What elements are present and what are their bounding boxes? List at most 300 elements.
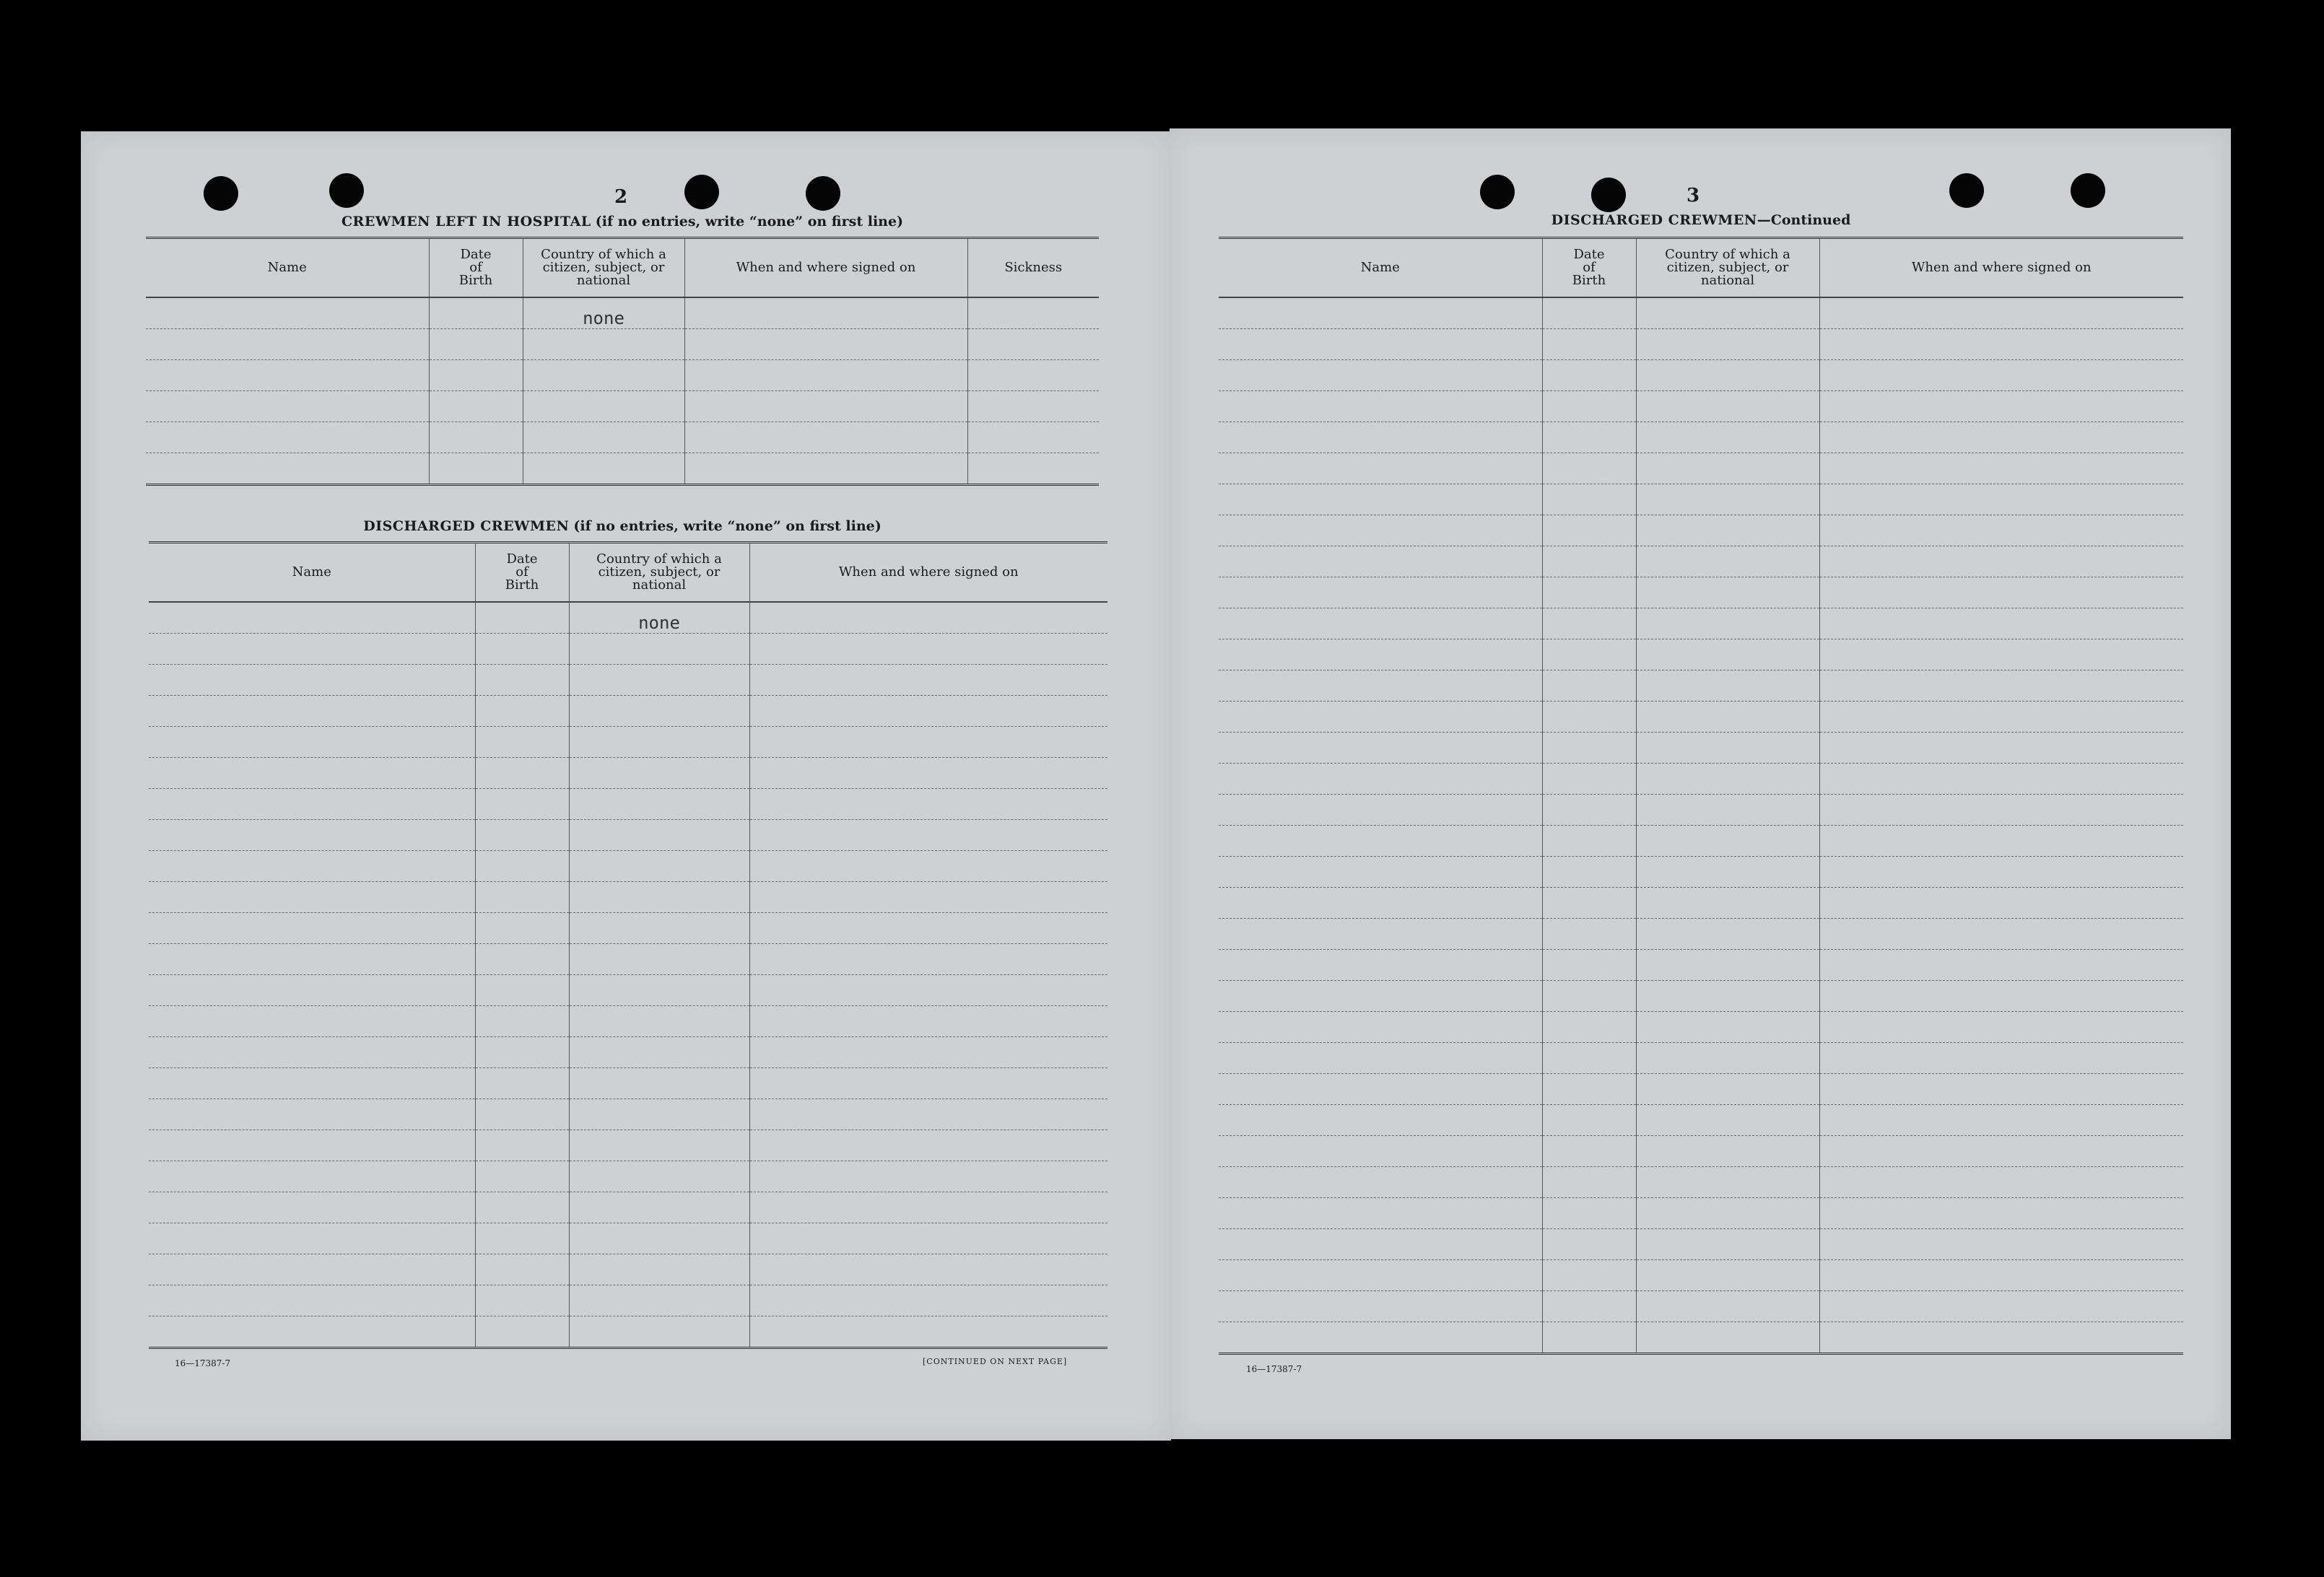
cell-name[interactable] [146, 297, 429, 329]
cell-name[interactable] [1219, 826, 1542, 857]
table-row [149, 1192, 1107, 1223]
cell-country[interactable] [523, 453, 684, 485]
cell-name[interactable] [1219, 329, 1542, 360]
cell-country[interactable] [569, 913, 749, 944]
cell-name[interactable] [1219, 515, 1542, 546]
table-row [149, 789, 1107, 820]
cell-name[interactable] [1219, 919, 1542, 950]
cell-date-of-birth[interactable] [1542, 795, 1636, 826]
cell-country[interactable]: none [523, 297, 684, 329]
cell-date-of-birth[interactable] [1542, 360, 1636, 391]
cell-signed-on[interactable] [684, 453, 967, 485]
cell-date-of-birth[interactable] [1542, 981, 1636, 1012]
cell-signed-on[interactable] [1819, 453, 2183, 484]
cell-date-of-birth[interactable] [1542, 329, 1636, 360]
cell-country[interactable] [569, 1285, 749, 1316]
hospital-section-title [146, 214, 1099, 230]
table-row [149, 944, 1107, 975]
table-row [1219, 484, 2183, 515]
cell-name[interactable] [149, 758, 475, 789]
cell-name[interactable] [149, 1254, 475, 1285]
table-row [146, 391, 1099, 422]
cell-country[interactable] [523, 329, 684, 360]
cell-country[interactable] [1636, 515, 1819, 546]
cell-country[interactable] [569, 975, 749, 1006]
cell-signed-on[interactable] [1819, 546, 2183, 577]
cell-country[interactable] [1636, 297, 1819, 329]
cell-country[interactable] [569, 665, 749, 696]
cell-signed-on[interactable] [684, 297, 967, 329]
cell-date-of-birth[interactable] [475, 1161, 569, 1192]
cell-date-of-birth[interactable] [475, 1006, 569, 1037]
cell-name[interactable] [146, 391, 429, 422]
cell-country[interactable] [523, 391, 684, 422]
cell-date-of-birth[interactable] [1542, 608, 1636, 639]
cell-country[interactable] [569, 882, 749, 913]
cell-signed-on[interactable] [749, 1192, 1107, 1223]
cell-country[interactable] [1636, 391, 1819, 422]
discharged-continued-title [1219, 212, 2183, 228]
cell-date-of-birth[interactable] [475, 1037, 569, 1068]
cell-date-of-birth[interactable] [429, 329, 523, 360]
cell-name[interactable] [1219, 1012, 1542, 1043]
cell-country[interactable] [1636, 329, 1819, 360]
cell-signed-on[interactable] [749, 1006, 1107, 1037]
cell-date-of-birth[interactable] [1542, 453, 1636, 484]
cell-name[interactable] [1219, 950, 1542, 981]
cell-signed-on[interactable] [749, 851, 1107, 882]
cell-date-of-birth[interactable] [1542, 577, 1636, 608]
cell-name[interactable] [1219, 1167, 1542, 1198]
cell-date-of-birth[interactable] [1542, 546, 1636, 577]
cell-signed-on[interactable] [1819, 1105, 2183, 1136]
cell-signed-on[interactable] [749, 727, 1107, 758]
cell-name[interactable] [1219, 857, 1542, 888]
cell-signed-on[interactable] [749, 882, 1107, 913]
cell-signed-on[interactable] [1819, 1198, 2183, 1229]
continued-note: [CONTINUED ON NEXT PAGE] [923, 1357, 1068, 1366]
cell-date-of-birth[interactable] [1542, 1043, 1636, 1074]
punch-hole [329, 173, 364, 208]
cell-country[interactable] [1636, 1229, 1819, 1260]
cell-date-of-birth[interactable] [1542, 391, 1636, 422]
cell-country[interactable] [1636, 1105, 1819, 1136]
cell-name[interactable] [149, 1068, 475, 1099]
table-row [149, 1316, 1107, 1348]
cell-name[interactable] [1219, 1229, 1542, 1260]
table-row [1219, 950, 2183, 981]
cell-country[interactable] [569, 789, 749, 820]
cell-signed-on[interactable] [1819, 577, 2183, 608]
column-header-name: Name [149, 543, 475, 603]
cell-date-of-birth[interactable] [1542, 857, 1636, 888]
cell-signed-on[interactable] [1819, 422, 2183, 453]
cell-name[interactable] [1219, 1260, 1542, 1291]
cell-signed-on[interactable] [684, 360, 967, 391]
cell-name[interactable] [149, 1006, 475, 1037]
cell-date-of-birth[interactable] [1542, 1198, 1636, 1229]
table-row [1219, 981, 2183, 1012]
cell-name[interactable] [1219, 1043, 1542, 1074]
cell-name[interactable] [1219, 795, 1542, 826]
cell-signed-on[interactable] [749, 1316, 1107, 1348]
cell-name[interactable] [1219, 422, 1542, 453]
table-row [1219, 1136, 2183, 1167]
cell-date-of-birth[interactable] [1542, 919, 1636, 950]
cell-name[interactable] [149, 820, 475, 851]
cell-date-of-birth[interactable] [475, 1316, 569, 1348]
cell-signed-on[interactable] [684, 329, 967, 360]
cell-country[interactable] [1636, 577, 1819, 608]
cell-name[interactable] [149, 975, 475, 1006]
cell-signed-on[interactable] [684, 422, 967, 453]
cell-signed-on[interactable] [1819, 733, 2183, 764]
cell-date-of-birth[interactable] [429, 453, 523, 485]
column-header-date-of-birth: Date of Birth [475, 543, 569, 603]
table-row [149, 913, 1107, 944]
cell-country[interactable]: none [569, 602, 749, 634]
cell-signed-on[interactable] [1819, 608, 2183, 639]
cell-name[interactable] [1219, 981, 1542, 1012]
cell-date-of-birth[interactable] [475, 1254, 569, 1285]
cell-date-of-birth[interactable] [475, 820, 569, 851]
cell-country[interactable] [1636, 453, 1819, 484]
cell-name[interactable] [146, 329, 429, 360]
cell-date-of-birth[interactable] [475, 882, 569, 913]
cell-date-of-birth[interactable] [1542, 1012, 1636, 1043]
cell-name[interactable] [1219, 453, 1542, 484]
cell-date-of-birth[interactable] [1542, 764, 1636, 795]
cell-date-of-birth[interactable] [475, 758, 569, 789]
column-header-name: Name [146, 238, 429, 298]
cell-signed-on[interactable] [1819, 670, 2183, 702]
cell-name[interactable] [146, 453, 429, 485]
cell-country[interactable] [1636, 484, 1819, 515]
cell-name[interactable] [1219, 702, 1542, 733]
cell-signed-on[interactable] [1819, 391, 2183, 422]
table-row [149, 820, 1107, 851]
cell-name[interactable] [1219, 639, 1542, 670]
discharged-table-header [149, 543, 1107, 603]
cell-sickness[interactable] [967, 297, 1099, 329]
cell-name[interactable] [149, 665, 475, 696]
punch-hole [2071, 173, 2105, 208]
cell-name[interactable] [149, 882, 475, 913]
cell-name[interactable] [1219, 670, 1542, 702]
cell-date-of-birth[interactable] [1542, 639, 1636, 670]
cell-country[interactable] [569, 1316, 749, 1348]
cell-country[interactable] [1636, 670, 1819, 702]
discharged-title-caps: DISCHARGED CREWMEN [363, 518, 570, 534]
cell-name[interactable] [1219, 1105, 1542, 1136]
cell-signed-on[interactable] [749, 1161, 1107, 1192]
cell-name[interactable] [149, 1223, 475, 1254]
cell-date-of-birth[interactable] [429, 297, 523, 329]
cell-name[interactable] [1219, 1074, 1542, 1105]
right-page [1170, 128, 2231, 1439]
cell-country[interactable] [569, 727, 749, 758]
cell-date-of-birth[interactable] [1542, 670, 1636, 702]
cell-signed-on[interactable] [1819, 919, 2183, 950]
cell-country[interactable] [1636, 1167, 1819, 1198]
cell-date-of-birth[interactable] [1542, 888, 1636, 919]
cell-country[interactable] [1636, 826, 1819, 857]
cell-name[interactable] [1219, 391, 1542, 422]
cell-signed-on[interactable] [749, 820, 1107, 851]
cell-date-of-birth[interactable] [475, 634, 569, 665]
cell-date-of-birth[interactable] [475, 851, 569, 882]
cell-signed-on[interactable] [749, 1254, 1107, 1285]
cell-country[interactable] [1636, 1291, 1819, 1322]
cell-signed-on[interactable] [749, 1068, 1107, 1099]
cell-sickness[interactable] [967, 453, 1099, 485]
cell-country[interactable] [1636, 795, 1819, 826]
cell-country[interactable] [569, 851, 749, 882]
cell-country[interactable] [523, 360, 684, 391]
cell-name[interactable] [1219, 1136, 1542, 1167]
cell-name[interactable] [149, 913, 475, 944]
cell-signed-on[interactable] [749, 602, 1107, 634]
cell-name[interactable] [1219, 484, 1542, 515]
table-row [1219, 733, 2183, 764]
cell-date-of-birth[interactable] [475, 1130, 569, 1161]
cell-country[interactable] [1636, 950, 1819, 981]
cell-signed-on[interactable] [1819, 329, 2183, 360]
table-row [1219, 1198, 2183, 1229]
page-number: 3 [1686, 185, 1700, 206]
column-header-signed-on: When and where signed on [1819, 238, 2183, 298]
cell-sickness[interactable] [967, 422, 1099, 453]
cell-country[interactable] [569, 820, 749, 851]
cell-date-of-birth[interactable] [475, 913, 569, 944]
cell-country[interactable] [1636, 919, 1819, 950]
cell-date-of-birth[interactable] [1542, 1136, 1636, 1167]
cell-name[interactable] [149, 851, 475, 882]
cell-date-of-birth[interactable] [1542, 733, 1636, 764]
cell-name[interactable] [1219, 1322, 1542, 1354]
cell-country[interactable] [1636, 1136, 1819, 1167]
cell-country[interactable] [1636, 1322, 1819, 1354]
cell-signed-on[interactable] [1819, 515, 2183, 546]
cell-name[interactable] [146, 422, 429, 453]
cell-date-of-birth[interactable] [475, 727, 569, 758]
cell-signed-on[interactable] [749, 1223, 1107, 1254]
cell-country[interactable] [1636, 422, 1819, 453]
cell-date-of-birth[interactable] [475, 975, 569, 1006]
cell-name[interactable] [149, 1192, 475, 1223]
cell-signed-on[interactable] [749, 1130, 1107, 1161]
cell-name[interactable] [1219, 546, 1542, 577]
cell-name[interactable] [149, 1037, 475, 1068]
cell-date-of-birth[interactable] [429, 360, 523, 391]
cell-signed-on[interactable] [1819, 702, 2183, 733]
cell-sickness[interactable] [967, 329, 1099, 360]
discharged-section-title [146, 518, 1099, 534]
cell-signed-on[interactable] [749, 696, 1107, 727]
column-header-name: Name [1219, 238, 1542, 298]
cell-signed-on[interactable] [1819, 1136, 2183, 1167]
cell-name[interactable] [1219, 360, 1542, 391]
cell-name[interactable] [1219, 888, 1542, 919]
cell-country[interactable] [1636, 639, 1819, 670]
cell-signed-on[interactable] [749, 789, 1107, 820]
cell-signed-on[interactable] [1819, 1043, 2183, 1074]
column-header-country: Country of which a citizen, subject, or national [569, 543, 749, 603]
cell-signed-on[interactable] [1819, 297, 2183, 329]
cell-signed-on[interactable] [1819, 888, 2183, 919]
table-row [146, 329, 1099, 360]
cell-date-of-birth[interactable] [1542, 1074, 1636, 1105]
cell-name[interactable] [1219, 577, 1542, 608]
cell-date-of-birth[interactable] [429, 391, 523, 422]
cell-name[interactable] [149, 1285, 475, 1316]
cell-country[interactable] [1636, 1043, 1819, 1074]
cell-country[interactable] [1636, 888, 1819, 919]
cell-signed-on[interactable] [749, 975, 1107, 1006]
cell-signed-on[interactable] [749, 758, 1107, 789]
cell-date-of-birth[interactable] [475, 789, 569, 820]
discharged-continued-header [1219, 238, 2183, 298]
cell-date-of-birth[interactable] [1542, 1229, 1636, 1260]
cell-country[interactable] [1636, 733, 1819, 764]
cell-date-of-birth[interactable] [1542, 1105, 1636, 1136]
cell-name[interactable] [1219, 297, 1542, 329]
cell-date-of-birth[interactable] [1542, 422, 1636, 453]
table-row [1219, 297, 2183, 329]
cell-signed-on[interactable] [1819, 1012, 2183, 1043]
cell-date-of-birth[interactable] [1542, 484, 1636, 515]
table-row [146, 360, 1099, 391]
cell-signed-on[interactable] [1819, 981, 2183, 1012]
cell-country[interactable] [569, 1068, 749, 1099]
cell-signed-on[interactable] [1819, 639, 2183, 670]
cell-signed-on[interactable] [749, 634, 1107, 665]
cell-date-of-birth[interactable] [1542, 1322, 1636, 1354]
hospital-title-caps: CREWMEN LEFT IN HOSPITAL [341, 214, 591, 230]
column-header-date-of-birth: Date of Birth [429, 238, 523, 298]
cell-date-of-birth[interactable] [475, 944, 569, 975]
cell-signed-on[interactable] [1819, 1074, 2183, 1105]
cell-date-of-birth[interactable] [1542, 950, 1636, 981]
table-row [1219, 422, 2183, 453]
cell-signed-on[interactable] [749, 1099, 1107, 1130]
cell-country[interactable] [1636, 1074, 1819, 1105]
cell-name[interactable] [149, 789, 475, 820]
cell-date-of-birth[interactable] [475, 696, 569, 727]
cell-country[interactable] [523, 422, 684, 453]
cell-name[interactable] [149, 1099, 475, 1130]
cell-date-of-birth[interactable] [1542, 1260, 1636, 1291]
cell-country[interactable] [569, 1099, 749, 1130]
cell-sickness[interactable] [967, 360, 1099, 391]
cell-country[interactable] [1636, 1198, 1819, 1229]
cell-signed-on[interactable] [749, 944, 1107, 975]
cell-country[interactable] [569, 1223, 749, 1254]
cell-country[interactable] [569, 1130, 749, 1161]
cell-signed-on[interactable] [1819, 764, 2183, 795]
cell-date-of-birth[interactable] [475, 1099, 569, 1130]
cell-country[interactable] [569, 944, 749, 975]
cell-signed-on[interactable] [749, 1037, 1107, 1068]
cell-country[interactable] [1636, 981, 1819, 1012]
cell-signed-on[interactable] [1819, 484, 2183, 515]
cell-name[interactable] [149, 696, 475, 727]
cell-date-of-birth[interactable] [475, 1285, 569, 1316]
cell-name[interactable] [149, 727, 475, 758]
cell-signed-on[interactable] [1819, 795, 2183, 826]
cell-name[interactable] [149, 1161, 475, 1192]
cell-signed-on[interactable] [1819, 950, 2183, 981]
cell-country[interactable] [569, 1037, 749, 1068]
cell-sickness[interactable] [967, 391, 1099, 422]
cell-country[interactable] [569, 696, 749, 727]
cell-name[interactable] [146, 360, 429, 391]
cell-signed-on[interactable] [1819, 826, 2183, 857]
table-row [1219, 1105, 2183, 1136]
cell-date-of-birth[interactable] [1542, 515, 1636, 546]
cell-country[interactable] [1636, 360, 1819, 391]
cell-country[interactable] [569, 1006, 749, 1037]
cell-signed-on[interactable] [1819, 1229, 2183, 1260]
cell-date-of-birth[interactable] [1542, 826, 1636, 857]
cell-date-of-birth[interactable] [1542, 1167, 1636, 1198]
cell-signed-on[interactable] [1819, 857, 2183, 888]
cell-signed-on[interactable] [1819, 1260, 2183, 1291]
cell-country[interactable] [569, 758, 749, 789]
cell-country[interactable] [1636, 608, 1819, 639]
cell-date-of-birth[interactable] [475, 665, 569, 696]
cell-signed-on[interactable] [1819, 1291, 2183, 1322]
cell-signed-on[interactable] [1819, 360, 2183, 391]
cell-name[interactable] [149, 1130, 475, 1161]
form-number: 16—17387-7 [175, 1358, 231, 1368]
cell-signed-on[interactable] [749, 913, 1107, 944]
cell-signed-on[interactable] [1819, 1322, 2183, 1354]
cell-country[interactable] [569, 634, 749, 665]
cell-country[interactable] [1636, 857, 1819, 888]
cell-country[interactable] [1636, 1260, 1819, 1291]
cell-country[interactable] [1636, 1012, 1819, 1043]
cell-country[interactable] [569, 1192, 749, 1223]
cell-country[interactable] [569, 1254, 749, 1285]
cell-date-of-birth[interactable] [1542, 702, 1636, 733]
cell-name[interactable] [149, 1316, 475, 1348]
cell-name[interactable] [1219, 608, 1542, 639]
cell-date-of-birth[interactable] [475, 1192, 569, 1223]
cell-name[interactable] [1219, 1198, 1542, 1229]
cell-date-of-birth[interactable] [475, 1223, 569, 1254]
cell-country[interactable] [569, 1161, 749, 1192]
cell-date-of-birth[interactable] [1542, 297, 1636, 329]
cell-name[interactable] [1219, 764, 1542, 795]
cell-signed-on[interactable] [749, 1285, 1107, 1316]
cell-name[interactable] [149, 944, 475, 975]
cell-date-of-birth[interactable] [429, 422, 523, 453]
cell-country[interactable] [1636, 546, 1819, 577]
cell-name[interactable] [1219, 1291, 1542, 1322]
cell-date-of-birth[interactable] [475, 602, 569, 634]
cell-signed-on[interactable] [749, 665, 1107, 696]
cell-name[interactable] [149, 602, 475, 634]
cell-signed-on[interactable] [1819, 1167, 2183, 1198]
cell-country[interactable] [1636, 702, 1819, 733]
cell-signed-on[interactable] [684, 391, 967, 422]
cell-country[interactable] [1636, 764, 1819, 795]
cell-date-of-birth[interactable] [475, 1068, 569, 1099]
cell-date-of-birth[interactable] [1542, 1291, 1636, 1322]
cell-name[interactable] [149, 634, 475, 665]
cell-name[interactable] [1219, 733, 1542, 764]
